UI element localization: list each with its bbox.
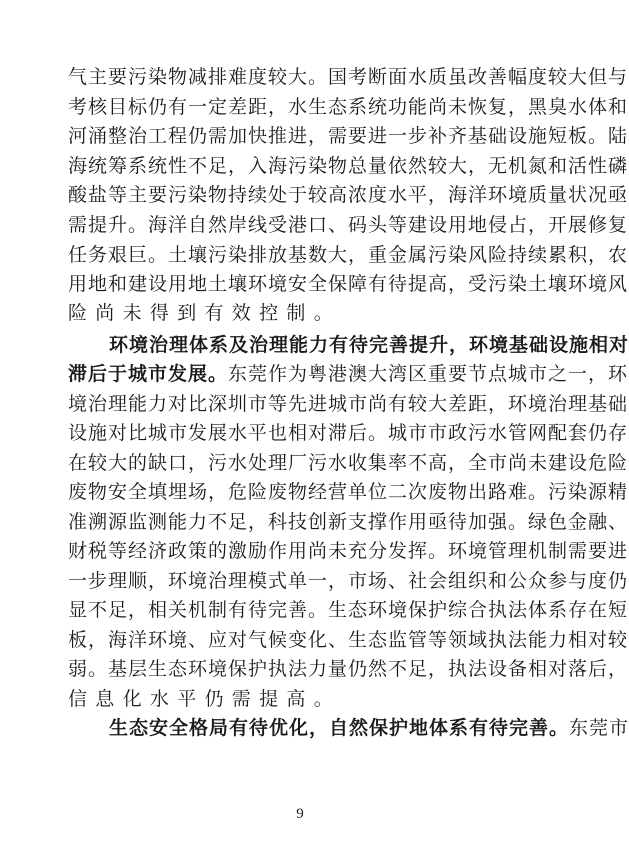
text-line	[68, 272, 629, 296]
body-text: 准溯源监测能力不足，科技创新支撑作用亟待加强。绿色金融、	[68, 511, 629, 533]
text-line	[68, 301, 532, 325]
body-text: 海统筹系统性不足，入海污染物总量依然较大，无机氮和活性磷	[68, 155, 629, 177]
body-text: 需提升。海洋自然岸线受港口、码头等建设用地侵占，开展修复	[68, 214, 629, 236]
text-line	[68, 480, 629, 504]
body-text: 财税等经济政策的激励作用尚未充分发挥。环境管理机制需要进	[68, 540, 629, 562]
text-line	[68, 569, 629, 593]
body-text: 弱。基层生态环境保护执法力量仍然不足，执法设备相对落后，	[68, 658, 629, 680]
body-text: 东莞作为粤港澳大湾区重要节点城市之一，环	[228, 363, 629, 385]
body-text: 用地和建设用地土壤环境安全保障有待提高，受污染土壤环境风	[68, 273, 629, 295]
body-text: 河涌整治工程仍需加快推进，需要进一步补齐基础设施短板。陆	[68, 125, 629, 147]
body-text: 显不足，相关机制有待完善。生态环境保护综合执法体系存在短	[68, 599, 629, 621]
body-text: 险尚未得到有效控制。	[68, 302, 342, 324]
body-text: 设施对比城市发展水平也相对滞后。城市市政污水管网配套仍存	[68, 422, 629, 444]
body-text: 信息化水平仍需提高。	[68, 688, 342, 710]
body-text: 境治理能力对比深圳市等先进城市尚有较大差距，环境治理基础	[68, 393, 629, 415]
text-line	[68, 95, 629, 119]
page-number: 9	[296, 806, 304, 822]
bold-heading-text: 滞后于城市发展。	[68, 363, 229, 385]
text-line	[68, 154, 629, 178]
text-line	[68, 124, 629, 148]
text-line	[68, 451, 629, 475]
text-line	[68, 421, 629, 445]
text-line	[68, 183, 629, 207]
text-line	[68, 598, 629, 622]
text-line	[109, 716, 629, 740]
text-line	[68, 510, 629, 534]
text-line	[68, 213, 629, 237]
text-line	[68, 539, 629, 563]
text-line	[68, 628, 629, 652]
body-text: 板，海洋环境、应对气候变化、生态监管等领域执法能力相对较	[68, 629, 629, 651]
body-text: 东莞市	[569, 717, 629, 739]
bold-heading-text: 环境治理体系及治理能力有待完善提升，环境基础设施相对	[109, 334, 629, 356]
body-text: 酸盐等主要污染物持续处于较高浓度水平，海洋环境质量状况亟	[68, 184, 629, 206]
body-text: 一步理顺，环境治理模式单一，市场、社会组织和公众参与度仍	[68, 570, 629, 592]
text-line	[109, 333, 629, 357]
text-line	[68, 362, 629, 386]
text-line	[68, 65, 629, 89]
bold-heading-text: 生态安全格局有待优化，自然保护地体系有待完善。	[109, 717, 570, 739]
body-text: 在较大的缺口，污水处理厂污水收集率不高，全市尚未建设危险	[68, 452, 629, 474]
body-text: 废物安全填埋场，危险废物经营单位二次废物出路难。污染源精	[68, 481, 629, 503]
body-text: 考核目标仍有一定差距，水生态系统功能尚未恢复，黑臭水体和	[68, 96, 629, 118]
body-text: 气主要污染物减排难度较大。国考断面水质虽改善幅度较大但与	[68, 66, 629, 88]
text-line	[68, 687, 532, 711]
text-line	[68, 657, 629, 681]
body-text: 任务艰巨。土壤污染排放基数大，重金属污染风险持续累积，农	[68, 244, 629, 266]
text-line	[68, 243, 629, 267]
text-line	[68, 392, 629, 416]
